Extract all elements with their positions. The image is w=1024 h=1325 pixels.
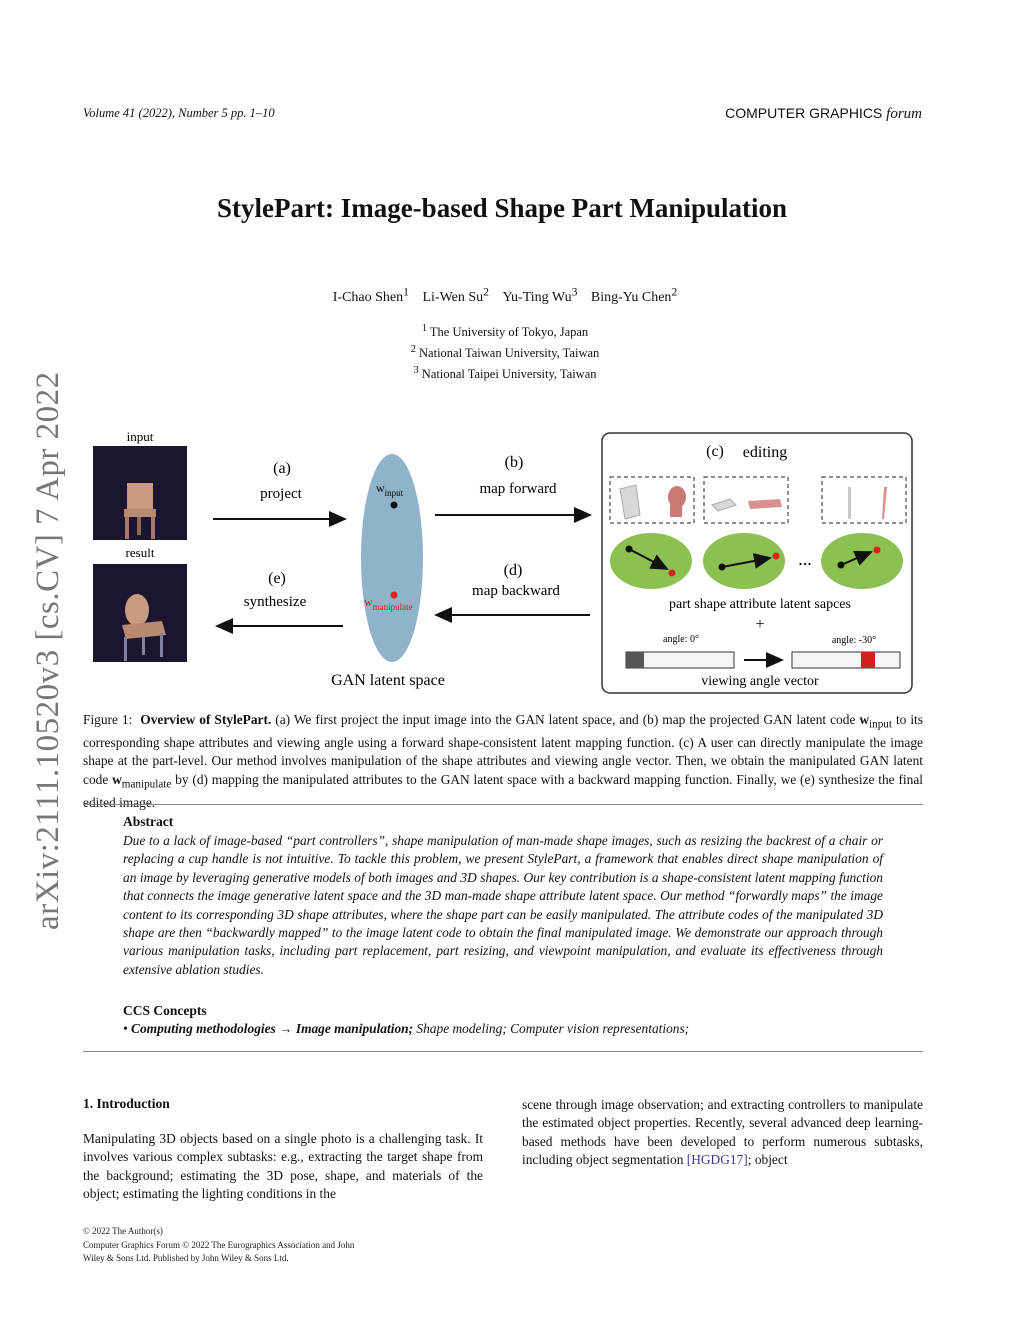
- step-b-label: map forward: [479, 481, 557, 497]
- overview-figure: [80, 425, 920, 700]
- journal-name: COMPUTER GRAPHICS: [725, 105, 883, 121]
- author-list: [0, 285, 1010, 306]
- divider: [83, 804, 923, 805]
- copyright-footer: © 2022 The Author(s) Computer Graphics Forum © 2022 The Eurographics Association and John Wiley & Sons Ltd. Published by John Wiley & Sons Ltd.: [83, 1226, 355, 1263]
- w-manipulate-point: [391, 592, 398, 599]
- w-input-point: [391, 502, 398, 509]
- viewing-angle-label: viewing angle vector: [701, 674, 819, 689]
- step-c-label: editing: [742, 444, 788, 461]
- part-latent-label: part shape attribute latent sapces: [669, 597, 851, 612]
- step-e-label: synthesize: [243, 594, 307, 610]
- input-chair-image: [93, 446, 187, 540]
- running-header-journal: [725, 105, 922, 123]
- arxiv-stamp: arXiv:2111.10520v3 [cs.CV] 7 Apr 2022: [30, 371, 66, 930]
- part-thumbnail-group: [610, 477, 906, 523]
- running-header-volume: Volume 41 (2022), Number 5 pp. 1–10: [83, 106, 275, 120]
- step-d-tag: (d): [503, 562, 523, 579]
- author: I-Chao Shen$^1$: [332, 285, 409, 305]
- journal-suffix: forum: [886, 106, 922, 122]
- paper-title: StylePart: Image-based Shape Part Manipulation: [217, 193, 787, 223]
- gan-latent-ellipse: [361, 454, 423, 662]
- angle-right-label: angle: -30°: [831, 635, 877, 646]
- gan-latent-label: GAN latent space: [331, 672, 445, 689]
- figure-caption: Figure 1: Overview of StylePart. (a) We first project the input image into the GAN latent space, and (b) map the projected GAN latent code $w_{input}$ to its corresponding shape attributes and viewing angle using a forward shape-consistent latent mapping function. (c) A user can directly manipulate the image shape at the part-level. Our method involves manipulation of the shape attributes and viewing angle vector. Then, we obtain the manipulated GAN latent code $w_{manipulate}$ by (d) mapping the manipulated attributes to the GAN latent space with a backward mapping function. Finally, we (e) synthesize the final edited image.: [83, 712, 923, 810]
- divider: [83, 1051, 923, 1052]
- step-d-label: map backward: [472, 583, 560, 599]
- result-label: result: [125, 545, 155, 560]
- intro-left-column: Manipulating 3D objects based on a single photo is a challenging task. It involves various complex subtasks: e.g., extracting the target shape from the background; estimating the 3D pose, shape, and materials of the object; estimating the lighting conditions in the: [83, 1131, 483, 1202]
- w-input-label: $w_{input}$: [376, 481, 404, 498]
- abstract-heading: Abstract: [123, 814, 174, 829]
- step-c-tag: (c): [706, 443, 724, 460]
- step-e-tag: (e): [268, 570, 286, 587]
- step-a-tag: (a): [273, 460, 291, 477]
- section-heading: 1. Introduction: [83, 1096, 170, 1111]
- plus-sign: +: [755, 616, 765, 633]
- angle-left-label: angle: 0°: [663, 634, 699, 645]
- affiliation: $^2$ National Taiwan University, Taiwan: [410, 344, 600, 361]
- step-a-label: project: [260, 486, 302, 502]
- author: Li-Wen Su$^2$: [422, 285, 489, 305]
- viewing-angle-bars: [626, 652, 900, 668]
- ellipsis: ...: [798, 549, 812, 569]
- affiliation: $^1$ The University of Tokyo, Japan: [421, 323, 589, 340]
- latent-space-ellipses: [610, 533, 903, 589]
- ccs-heading: CCS Concepts: [123, 1003, 207, 1018]
- author: Yu-Ting Wu$^3$: [502, 285, 578, 305]
- citation-link[interactable]: [HGDG17]: [686, 1152, 748, 1168]
- author: Bing-Yu Chen$^2$: [590, 285, 678, 305]
- input-label: input: [126, 429, 154, 444]
- result-chair-image: [93, 564, 187, 662]
- ccs-concepts: • Computing methodologies → Image manipulation; Shape modeling; Computer vision representations;: [123, 1021, 690, 1036]
- w-manipulate-label: $w_{manipulate}$: [364, 595, 413, 612]
- affiliation: $^3$ National Taipei University, Taiwan: [413, 365, 597, 382]
- step-b-tag: (b): [504, 454, 524, 471]
- abstract-text: Due to a lack of image-based “part controllers”, shape manipulation of man-made shape images, such as resizing the backrest of a chair or replacing a cup handle is not intuitive. To tackle this problem, we present StylePart, a framework that enables direct shape manipulation of an image by leveraging generative models of both images and 3D shapes. Our key contribution is a shape-consistent latent mapping function that connects the image generative latent space and the 3D man-made shape attribute latent space. Our method “forwardly maps” the image content to its corresponding 3D shape attributes, where the shape part can be easily manipulated. The attribute codes of the manipulated 3D shape are then “backwardly mapped” to the image latent code to obtain the final manipulated image. We demonstrate our approach through various manipulation tasks, including part replacement, part resizing, and viewpoint manipulation, and evaluate its effectiveness through extensive ablation studies.: [123, 833, 883, 977]
- affiliation-list: [0, 320, 1010, 383]
- intro-right-column: scene through image observation; and extracting controllers to manipulate the estimated object properties. Recently, several advanced deep learning-based methods have been developed to perform numerous subtasks, including object segmentation [HGDG17]; object: [522, 1097, 923, 1168]
